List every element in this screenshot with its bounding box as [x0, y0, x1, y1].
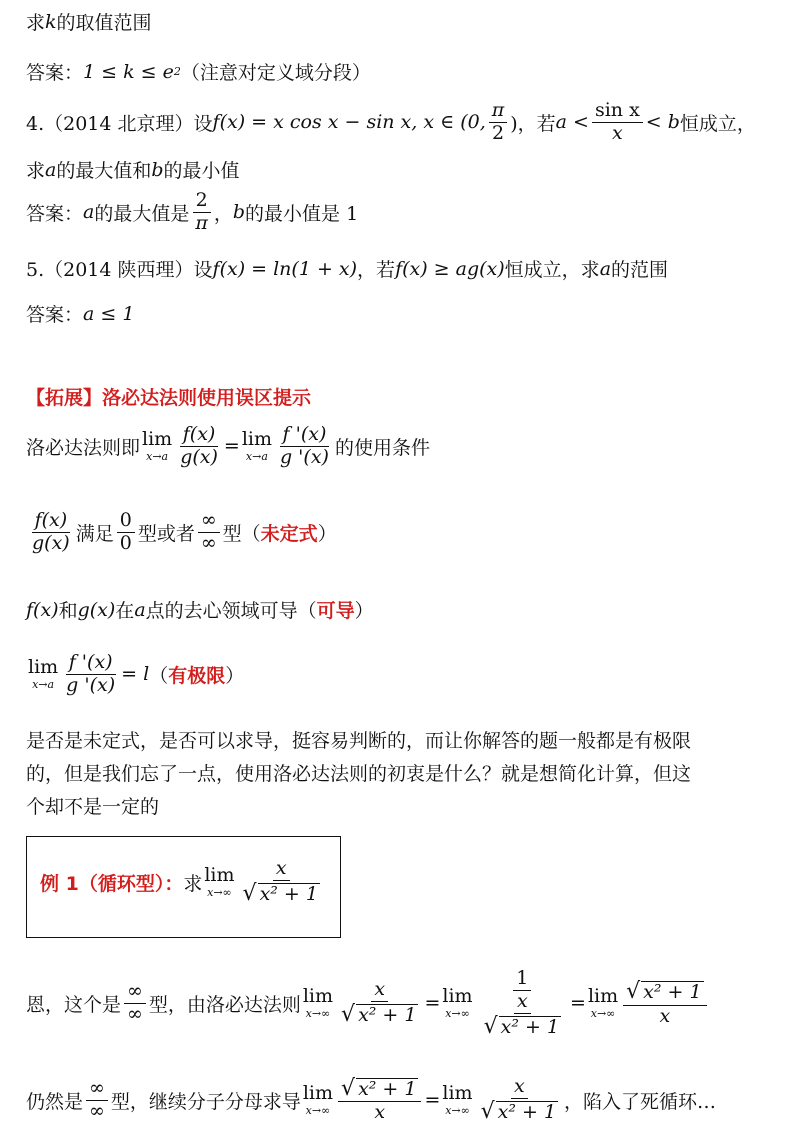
problem-4 — [26, 100, 756, 145]
answer-5 — [26, 300, 134, 327]
answer-expr: 1 ≤ k ≤ e — [83, 60, 174, 83]
text: 恒成立， — [679, 112, 756, 135]
var-k: k — [45, 10, 57, 33]
function-def: f(x) = ln(1 + x) — [212, 257, 358, 280]
answer-expr: a ≤ 1 — [83, 302, 135, 325]
limit: lim x→a — [142, 428, 173, 464]
problem-5: 5.（2014 陕西理）设 f(x) = ln(1 + x) ，若 f(x) ≥ ag(x) 恒成立，求 a 的范围 — [26, 255, 668, 282]
answer-label: 答案： — [26, 62, 84, 84]
para-line-1: 是否是未定式，是否可以求导，挺容易判断的，而让你解答的题一般都是有极限 — [26, 730, 692, 752]
answer-label: 答案： — [26, 304, 84, 326]
problem-4-ask: 求 a 的最大值和 b 的最小值 — [26, 158, 240, 182]
condition-indeterminate: $\frac{f(x)}{g(x)}$ 满足 $\frac{0}{0}$ 型或者 $\frac{\infty}{\infty}$ 型（ 未定式 ） — [32, 509, 337, 554]
problem-intro: 5.（2014 陕西理）设 — [26, 259, 213, 281]
pi-over-2: $\frac{\pi}{2}$ — [489, 100, 508, 145]
example-label: 例 1（循环型）： — [40, 872, 184, 895]
step-2: 仍然是 $\frac{\infty}{\infty}$ 型，继续分子分母求导 lim x→∞ $\frac{\text{√ x² + 1}}{x}$ = lim x→∞ $\frac{x}{\text{√ x² + 1}}$ ，陷入了死循环… — [26, 1075, 717, 1124]
range-question — [26, 8, 152, 35]
exponent: 2 — [173, 65, 181, 78]
answer-4: 答案： a 的最大值是 $\frac{2}{\pi}$ ， b 的最小值是 1 — [26, 189, 359, 234]
inequality-left: a < — [555, 111, 589, 134]
text: 的取值范围 — [56, 12, 152, 34]
text: )，若 — [510, 112, 556, 135]
answer-1 — [26, 58, 371, 85]
section-title: 【拓展】洛必达法则使用误区提示 — [26, 387, 312, 409]
note: （注意对定义域分段） — [180, 62, 371, 84]
step-1: 恩，这个是 $\frac{\infty}{\infty}$ 型，由洛必达法则 lim x→∞ $\frac{x}{\text{√ x² + 1}}$ = lim x→∞ $\frac{1}{\frac{x}{\text{√ x² + 1}}}$ = lim x→∞ $\frac{\text{√ x² + 1}}{x}$ — [26, 968, 710, 1039]
condition-differentiable: f(x) 和 g(x) 在 a 点的去心领域可导（ 可导 ） — [26, 598, 374, 622]
lhopital-rule: 洛必达法则即 lim x→a $\frac{f(x)}{g(x)}$ = lim x→a $\frac{f '(x)}{g '(x)}$ 的使用条件 — [26, 423, 430, 468]
inequality: f(x) ≥ ag(x) — [395, 257, 505, 280]
function-def: f(x) = x cos x − sin x, x ∈ (0, — [212, 111, 486, 134]
para-line-2: 的，但是我们忘了一点，使用洛必达法则的初衷是什么？就是想简化计算，但这 — [26, 763, 692, 785]
condition-limit: lim x→a $\frac{f '(x)}{g '(x)}$ = l （ 有极限 ） — [28, 651, 245, 696]
answer-label: 答案： — [26, 202, 84, 225]
inequality-right: < b — [645, 111, 680, 134]
two-over-pi: $\frac{2}{\pi}$ — [192, 190, 211, 235]
sinx-over-x: $\frac{\text{sin x}}{x}$ — [592, 100, 643, 145]
para-line-3: 个却不是一定的 — [26, 796, 160, 818]
text: 求 — [26, 12, 46, 34]
problem-intro: 4.（2014 北京理）设 — [26, 112, 213, 135]
example-1: 例 1（循环型）： 求 lim x→∞ $\frac{x}{\text{√ x² + 1}}$ — [40, 857, 318, 906]
